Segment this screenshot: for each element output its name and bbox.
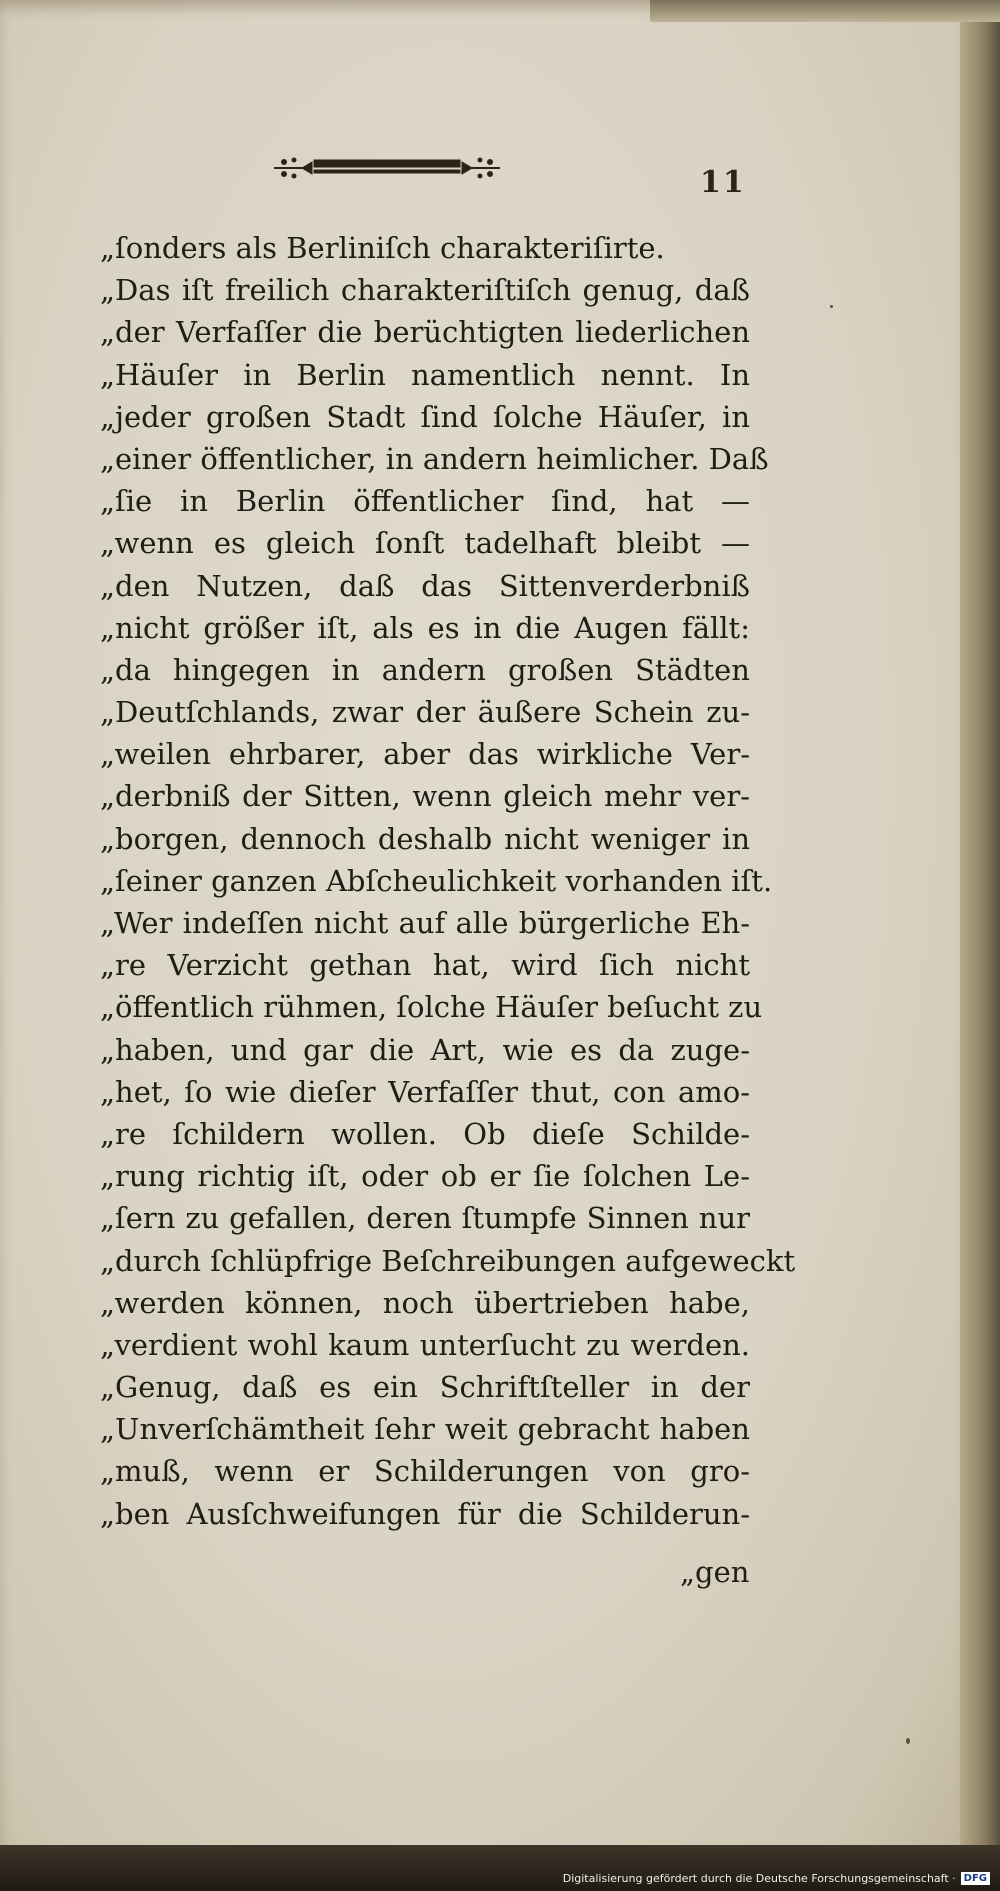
- text-line: „öffentlich rühmen, ſolche Häuſer beſucht zu: [100, 990, 763, 1025]
- text-line: „het, ſo wie dieſer Verfaſſer thut, con amo-: [100, 1074, 750, 1109]
- text-line: „werden können, noch übertrieben habe,: [100, 1285, 750, 1320]
- text-line: „ſeiner ganzen Abſcheulichkeit vorhanden iſt.: [100, 863, 773, 898]
- text-line: „ſie in Berlin öffentlicher ſind, hat —: [100, 484, 750, 519]
- text-line: „rung richtig iſt, oder ob er ſie ſolchen Le-: [100, 1159, 750, 1194]
- body-text: [100, 227, 796, 1535]
- text-line: „Genug, daß es ein Schriftſteller in der: [100, 1370, 750, 1405]
- text-line: „re ſchildern wollen. Ob dieſe Schilde-: [100, 1116, 750, 1151]
- text-line: „wenn es gleich ſonſt tadelhaft bleibt —: [100, 526, 750, 561]
- text-line: „weilen ehrbarer, aber das wirkliche Ver-: [100, 737, 750, 772]
- text-line: „ſonders als Berliniſch charakteriſirte.: [100, 231, 665, 265]
- text-line: „da hingegen in andern großen Städten: [100, 652, 750, 687]
- text-line: „ſern zu gefallen, deren ſtumpfe Sinnen nur: [100, 1201, 750, 1236]
- text-line: „borgen, dennoch deshalb nicht weniger in: [100, 821, 750, 856]
- dfg-logo: DFG: [961, 1872, 990, 1885]
- text-line: „jeder großen Stadt ſind ſolche Häuſer, in: [100, 399, 750, 434]
- text-line: „Unverſchämtheit ſehr weit gebracht haben: [100, 1412, 750, 1447]
- catchword: „gen: [680, 1555, 750, 1589]
- paper-speck: [830, 305, 833, 308]
- text-line: „Wer indeſſen nicht auf alle bürgerliche Eh-: [100, 906, 750, 940]
- credit-text: Digitalisierung gefördert durch die Deutsche Forschungsgemeinschaft ·: [562, 1872, 956, 1885]
- text-line: „Deutſchlands, zwar der äußere Schein zu-: [100, 695, 750, 730]
- page-edge-shadow: [960, 0, 1000, 1868]
- decorative-rule-ornament-icon: [272, 150, 502, 186]
- text-line: „Häuſer in Berlin namentlich nennt. In: [100, 357, 750, 392]
- text-line: „den Nutzen, daß das Sittenverderbniß: [100, 568, 750, 603]
- text-line: „der Verfaſſer die berüchtigten liederlichen: [100, 315, 750, 350]
- text-line: „Das iſt freilich charakteriſtiſch genug, daß: [100, 273, 750, 308]
- text-line: „re Verzicht gethan hat, wird ſich nicht: [100, 948, 750, 983]
- page-top-edge: [650, 0, 1000, 22]
- text-line: „durch ſchlüpfrige Beſchreibungen aufgeweckt: [100, 1243, 796, 1278]
- text-line: „nicht größer iſt, als es in die Augen fällt:: [100, 610, 750, 645]
- text-line: „ben Ausſchweifungen für die Schilderun-: [100, 1496, 750, 1531]
- text-line: „muß, wenn er Schilderungen von gro-: [100, 1454, 750, 1489]
- text-line: „einer öffentlicher, in andern heimlicher. Daß: [100, 441, 769, 476]
- paper-speck: [906, 1738, 910, 1744]
- text-line: „haben, und gar die Art, wie es da zuge-: [100, 1032, 750, 1067]
- page-number: 11: [700, 165, 746, 200]
- digitization-credit: [563, 1872, 990, 1885]
- text-line: „derbniß der Sitten, wenn gleich mehr ver-: [100, 779, 750, 814]
- text-line: „verdient wohl kaum unterſucht zu werden.: [100, 1327, 750, 1362]
